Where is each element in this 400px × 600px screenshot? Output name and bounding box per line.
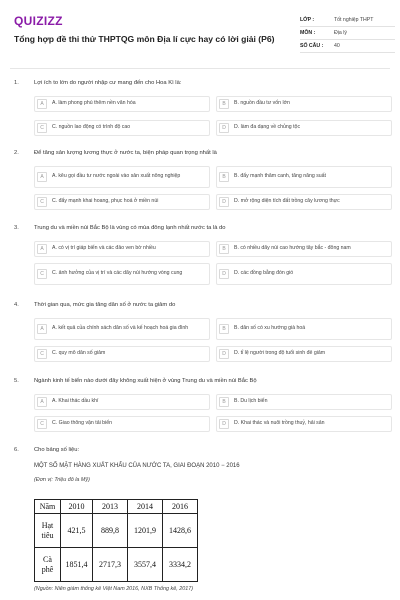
option-letter-badge: C <box>37 349 47 359</box>
table-unit: (Đơn vị: Triệu đô la Mỹ) <box>34 477 90 483</box>
option-a[interactable] <box>34 318 210 340</box>
option-letter-badge: A <box>37 244 47 254</box>
option-letter-badge: C <box>37 123 47 133</box>
quizizz-logo: QUIZIZZ <box>14 14 63 28</box>
meta-row-class <box>300 14 395 27</box>
option-letter-badge: D <box>219 419 229 429</box>
option-letter-badge: C <box>37 197 47 207</box>
table-header-cell: 2010 <box>61 500 93 514</box>
option-text: A. kêu gọi đầu tư nước ngoài vào sản xuất nông nghiệp <box>52 173 181 180</box>
option-text: B. có nhiều dãy núi cao hướng tây bắc - đông nam <box>234 245 351 252</box>
meta-row-count <box>300 40 395 53</box>
option-a[interactable] <box>34 166 210 188</box>
meta-value: 40 <box>334 43 340 49</box>
meta-info <box>300 14 395 53</box>
question-text: Cho bảng số liệu: <box>34 447 80 453</box>
option-letter-badge: A <box>37 397 47 407</box>
option-text: C. quy mô dân số giảm <box>52 350 106 357</box>
option-letter-badge: B <box>219 99 229 109</box>
option-a[interactable] <box>34 241 210 257</box>
option-c[interactable] <box>34 263 210 285</box>
option-text: A. kết quả của chính sách dân số và kế hoạch hoá gia đình <box>52 325 189 332</box>
option-b[interactable] <box>216 241 392 257</box>
table-header-cell: Năm <box>35 500 61 514</box>
meta-key: LỚP : <box>300 17 315 23</box>
question-number: 3. <box>14 225 19 231</box>
option-letter-badge: D <box>219 269 229 279</box>
option-a[interactable] <box>34 96 210 112</box>
question-text: Ngành kinh tế biển nào dưới đây không xuất hiện ở vùng Trung du và miền núi Bắc Bộ <box>34 378 257 384</box>
page-title: Tổng hợp đề thi thử THPTQG môn Địa lí cực hay có lời giải (P6) <box>14 34 275 44</box>
table-row-label: Cà phê <box>35 548 61 582</box>
option-d[interactable] <box>216 263 392 285</box>
table-cell: 889,8 <box>93 514 128 548</box>
question-number: 2. <box>14 150 19 156</box>
table-cell: 1851,4 <box>61 548 93 582</box>
header-divider <box>10 68 390 69</box>
question-text: Để tăng sản lượng lương thực ở nước ta, biện pháp quan trọng nhất là <box>34 150 217 156</box>
question-text: Trung du và miền núi Bắc Bộ là vùng có mùa đông lạnh nhất nước ta là do <box>34 225 226 231</box>
option-b[interactable] <box>216 166 392 188</box>
option-text: D. mở rộng diện tích đất trồng cây lương thực <box>234 198 340 205</box>
option-text: D. làm đa dạng về chủng tộc <box>234 124 301 131</box>
meta-row-subject <box>300 27 395 40</box>
option-b[interactable] <box>216 96 392 112</box>
table-row <box>35 548 198 582</box>
option-text: C. Giao thông vận tải biển <box>52 420 112 427</box>
table-source: (Nguồn: Niên giám thống kê Việt Nam 2016, NXB Thống kê, 2017) <box>34 586 194 592</box>
option-c[interactable] <box>34 346 210 362</box>
meta-key: MÔN : <box>300 30 316 36</box>
question-number: 4. <box>14 302 19 308</box>
option-b[interactable] <box>216 394 392 410</box>
table-title: MỘT SỐ MẶT HÀNG XUẤT KHẨU CỦA NƯỚC TA, GIAI ĐOẠN 2010 − 2016 <box>34 463 240 469</box>
option-letter-badge: A <box>37 324 47 334</box>
table-cell: 1201,9 <box>128 514 163 548</box>
meta-key: SỐ CÂU : <box>300 43 324 49</box>
question-text: Thời gian qua, mức gia tăng dân số ở nước ta giảm do <box>34 302 176 308</box>
option-d[interactable] <box>216 194 392 210</box>
option-c[interactable] <box>34 120 210 136</box>
option-letter-badge: D <box>219 197 229 207</box>
option-d[interactable] <box>216 346 392 362</box>
option-text: B. dân số có xu hướng già hoá <box>234 325 306 332</box>
option-text: B. Du lịch biển <box>234 398 268 405</box>
export-data-table <box>34 499 198 582</box>
meta-value: Địa lý <box>334 30 347 36</box>
option-letter-badge: C <box>37 419 47 429</box>
option-text: C. ảnh hưởng của vị trí và các dãy núi hướng vòng cung <box>52 270 183 277</box>
option-letter-badge: B <box>219 244 229 254</box>
option-letter-badge: A <box>37 172 47 182</box>
option-text: C. nguồn lao động có trình độ cao <box>52 124 131 131</box>
option-c[interactable] <box>34 416 210 432</box>
question-number: 6. <box>14 447 19 453</box>
table-cell: 3557,4 <box>128 548 163 582</box>
table-cell: 3334,2 <box>163 548 198 582</box>
option-text: A. làm phong phú thêm nền văn hóa <box>52 100 136 107</box>
option-letter-badge: D <box>219 123 229 133</box>
option-letter-badge: B <box>219 324 229 334</box>
option-d[interactable] <box>216 416 392 432</box>
table-row <box>35 514 198 548</box>
option-letter-badge: C <box>37 269 47 279</box>
table-header-cell: 2014 <box>128 500 163 514</box>
option-d[interactable] <box>216 120 392 136</box>
question-number: 5. <box>14 378 19 384</box>
option-b[interactable] <box>216 318 392 340</box>
option-letter-badge: B <box>219 172 229 182</box>
option-text: C. đẩy mạnh khai hoang, phục hoá ở miền núi <box>52 198 159 205</box>
question-number: 1. <box>14 80 19 86</box>
option-a[interactable] <box>34 394 210 410</box>
option-text: A. có vị trí giáp biển và các đảo ven bờ nhiều <box>52 245 156 252</box>
table-cell: 1428,6 <box>163 514 198 548</box>
question-text: Lợi ích to lớn do người nhập cư mang đến cho Hoa Kì là: <box>34 80 182 86</box>
option-letter-badge: B <box>219 397 229 407</box>
option-text: D. tỉ lệ người trong độ tuổi sinh đẻ giảm <box>234 350 326 357</box>
option-text: D. các đồng bằng đón gió <box>234 270 294 277</box>
option-text: A. Khai thác dầu khí <box>52 398 99 405</box>
table-cell: 2717,3 <box>93 548 128 582</box>
option-letter-badge: D <box>219 349 229 359</box>
option-text: B. đẩy mạnh thâm canh, tăng năng suất <box>234 173 326 180</box>
option-letter-badge: A <box>37 99 47 109</box>
option-c[interactable] <box>34 194 210 210</box>
table-cell: 421,5 <box>61 514 93 548</box>
option-text: D. Khai thác và nuôi trồng thuỷ, hải sản <box>234 420 325 427</box>
table-header-cell: 2016 <box>163 500 198 514</box>
worksheet-header <box>10 12 390 58</box>
table-header-cell: 2013 <box>93 500 128 514</box>
table-header-row <box>35 500 198 514</box>
table-row-label: Hạt tiêu <box>35 514 61 548</box>
option-text: B. nguồn đầu tư vốn lớn <box>234 100 290 107</box>
meta-value: Tốt nghiệp THPT <box>334 17 374 23</box>
